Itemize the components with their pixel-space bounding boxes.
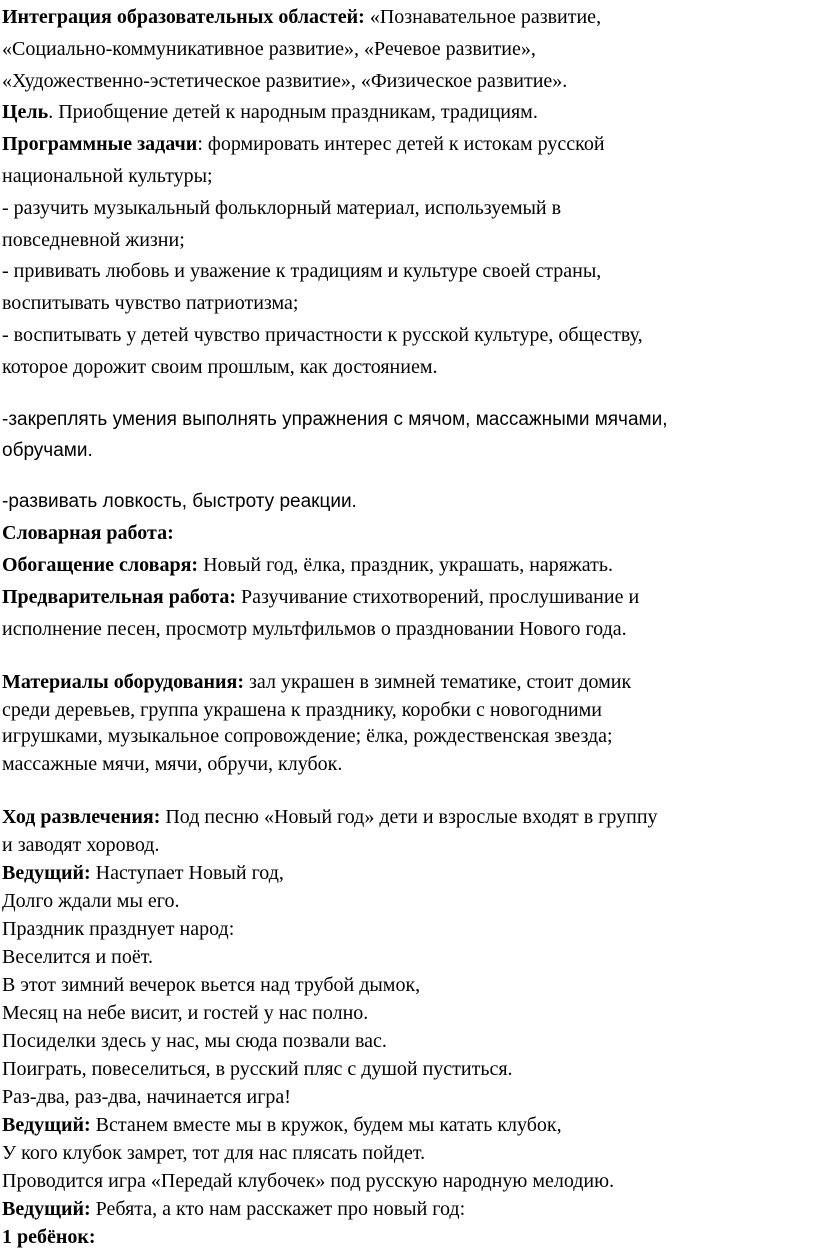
line-text: повседневной жизни;	[2, 229, 185, 251]
text-line	[2, 1169, 614, 1193]
line-text: Раз-два, раз-два, начинается игра!	[2, 1086, 291, 1108]
text-line	[2, 1029, 387, 1053]
text-line	[2, 408, 667, 432]
text-line	[2, 323, 643, 347]
line-text: -развивать ловкость, быстроту реакции.	[2, 491, 357, 512]
text-line	[2, 100, 538, 124]
line-text: Месяц на небе висит, и гостей у нас полно.	[2, 1002, 369, 1024]
line-text: обручами.	[2, 440, 93, 461]
text-line	[2, 670, 631, 694]
line-text: среди деревьев, группа украшена к празднику, коробки с новогодними	[2, 699, 602, 721]
line-text: национальной культуры;	[2, 165, 213, 187]
bold-label: Материалы оборудования:	[2, 671, 245, 693]
text-line	[2, 585, 639, 609]
line-text: зал украшен в зимней тематике, стоит домик	[244, 671, 632, 693]
text-line	[2, 132, 605, 156]
line-text: Праздник празднует народ:	[2, 918, 235, 940]
line-text: Встанем вместе мы в кружок, будем мы катать клубок,	[90, 1114, 562, 1136]
text-line	[2, 945, 153, 969]
text-line	[2, 1085, 291, 1109]
line-text: Посиделки здесь у нас, мы сюда позвали вас.	[2, 1030, 387, 1052]
text-line	[2, 5, 601, 29]
line-text: исполнение песен, просмотр мультфильмов о праздновании Нового года.	[2, 618, 627, 640]
text-line	[2, 752, 342, 776]
text-line	[2, 164, 213, 188]
text-line	[2, 553, 613, 577]
text-line	[2, 861, 284, 885]
line-text: - прививать любовь и уважение к традициям и культуре своей страны,	[2, 260, 602, 282]
line-text: Проводится игра «Передай клубочек» под русскую народную мелодию.	[2, 1170, 615, 1192]
line-text: Под песню «Новый год» дети и взрослые входят в группу	[160, 806, 658, 828]
bold-label: 1 ребёнок:	[2, 1226, 96, 1248]
line-text: «Познавательное развитие,	[364, 6, 602, 28]
bold-label: Интеграция образовательных областей:	[2, 6, 365, 28]
text-line	[2, 1197, 465, 1221]
text-line	[2, 291, 298, 315]
text-line	[2, 1057, 513, 1081]
text-line	[2, 439, 93, 463]
text-line	[2, 69, 567, 93]
bold-label: Ведущий:	[2, 862, 91, 884]
line-text: массажные мячи, мячи, обручи, клубок.	[2, 753, 343, 775]
text-line	[2, 259, 601, 283]
line-text: - воспитывать у детей чувство причастности к русской культуре, обществу,	[2, 324, 643, 346]
line-text: воспитывать чувство патриотизма;	[2, 292, 299, 314]
text-line	[2, 889, 179, 913]
bold-label: Обогащение словаря:	[2, 554, 199, 576]
text-line	[2, 355, 438, 379]
line-text: Поиграть, повеселиться, в русский пляс с душой пуститься.	[2, 1058, 513, 1080]
text-line	[2, 521, 174, 545]
text-line	[2, 805, 658, 829]
line-text: В этот зимний вечерок вьется над трубой дымок,	[2, 974, 421, 996]
bold-label: Ведущий:	[2, 1114, 91, 1136]
line-text: «Социально-коммуникативное развитие», «Речевое развитие»,	[2, 38, 536, 60]
line-text: У кого клубок замрет, тот для нас плясать пойдет.	[2, 1142, 426, 1164]
line-text: которое дорожит своим прошлым, как достоянием.	[2, 356, 438, 378]
text-line	[2, 724, 613, 748]
line-text: - разучить музыкальный фольклорный материал, используемый в	[2, 197, 562, 219]
bold-label: Ведущий:	[2, 1198, 91, 1220]
line-text: игрушками, музыкальное сопровождение; ёлка, рождественская звезда;	[2, 725, 613, 747]
text-line	[2, 917, 234, 941]
line-text: Веселится и поёт.	[2, 946, 153, 968]
text-line	[2, 196, 561, 220]
line-text: Ребята, а кто нам расскажет про новый год:	[90, 1198, 466, 1220]
text-line	[2, 1001, 368, 1025]
line-text: Разучивание стихотворений, прослушивание и	[236, 586, 640, 608]
line-text: Новый год, ёлка, праздник, украшать, наряжать.	[198, 554, 614, 576]
bold-label: Программные задачи	[2, 133, 198, 155]
line-text: Долго ждали мы его.	[2, 890, 180, 912]
text-line	[2, 698, 602, 722]
bold-label: Предварительная работа:	[2, 586, 237, 608]
text-line	[2, 37, 536, 61]
text-line	[2, 973, 420, 997]
text-line	[2, 490, 357, 514]
bold-label: Ход развлечения:	[2, 806, 161, 828]
line-text: и заводят хоровод.	[2, 834, 160, 856]
line-text: : формировать интерес детей к истокам русской	[197, 133, 605, 155]
text-line	[2, 833, 159, 857]
text-line	[2, 617, 627, 641]
line-text: «Художественно-эстетическое развитие», «Физическое развитие».	[2, 70, 568, 92]
line-text: . Приобщение детей к народным праздникам, традициям.	[48, 101, 538, 123]
text-line	[2, 1141, 425, 1165]
bold-label: Словарная работа:	[2, 522, 174, 544]
text-line	[2, 228, 185, 252]
line-text: -закреплять умения выполнять упражнения с мячом, массажными мячами,	[2, 409, 668, 430]
bold-label: Цель	[2, 101, 49, 123]
line-text: Наступает Новый год,	[90, 862, 284, 884]
text-line	[2, 1225, 96, 1249]
text-line	[2, 1113, 562, 1137]
